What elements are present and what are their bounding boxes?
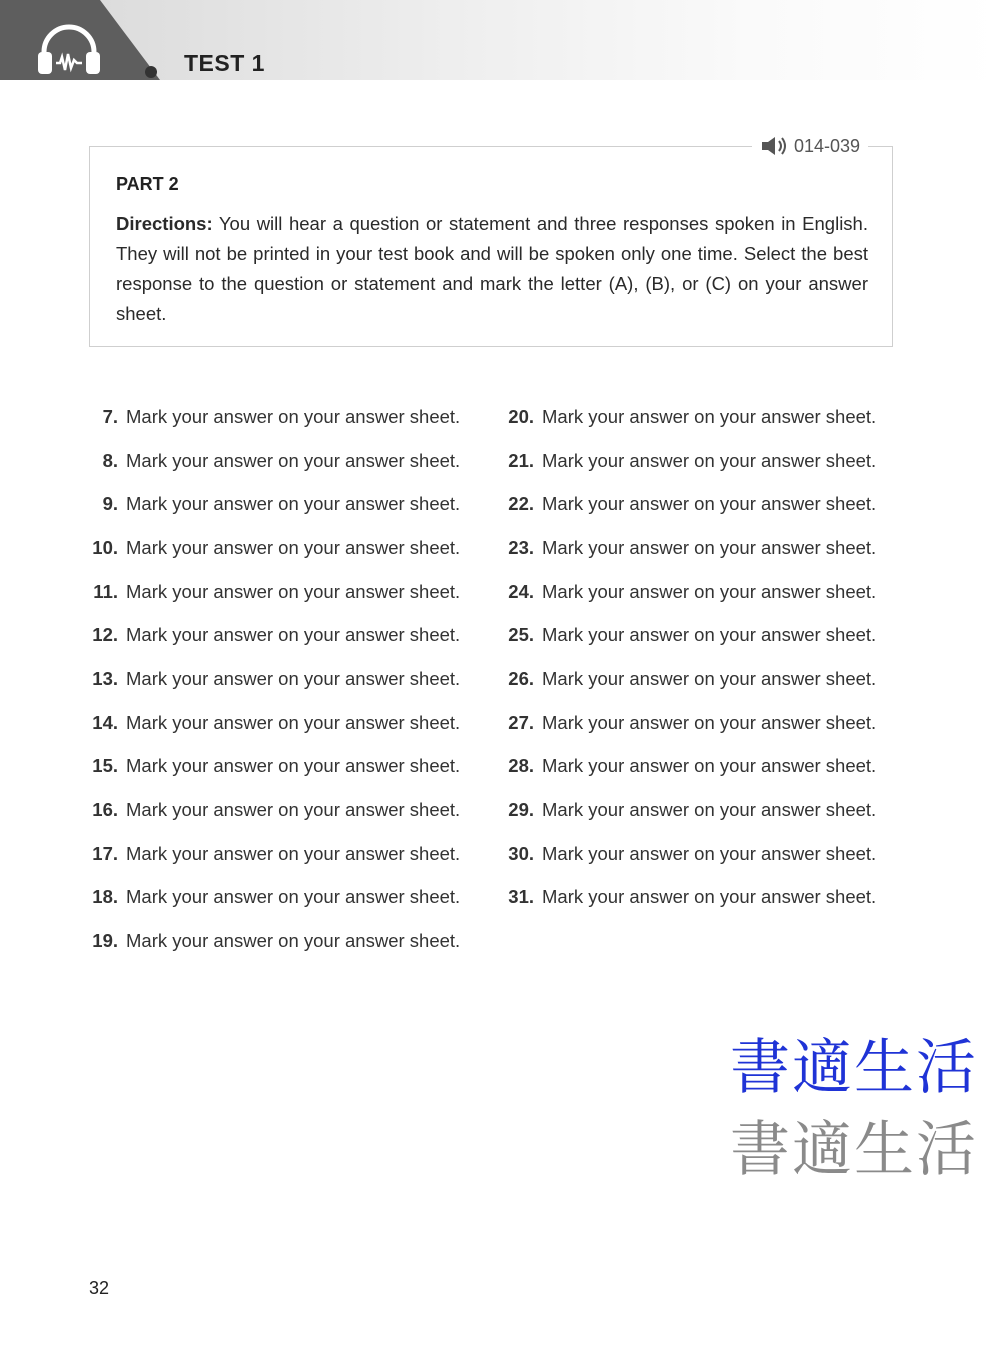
question-number: 22. xyxy=(508,493,534,515)
question-text: Mark your answer on your answer sheet. xyxy=(542,755,877,777)
question-row xyxy=(496,832,876,876)
question-number: 31. xyxy=(508,886,534,908)
question-row xyxy=(496,482,876,526)
question-row xyxy=(496,745,876,789)
question-text: Mark your answer on your answer sheet. xyxy=(126,886,461,908)
audio-track-tag xyxy=(752,134,868,158)
question-number: 7. xyxy=(102,405,118,427)
question-number: 14. xyxy=(92,711,118,733)
question-number: 20. xyxy=(508,405,534,427)
question-text: Mark your answer on your answer sheet. xyxy=(542,711,877,733)
question-number: 10. xyxy=(92,536,118,558)
question-text: Mark your answer on your answer sheet. xyxy=(126,580,461,602)
watermark-line-2: 書適生活 xyxy=(730,1115,978,1185)
question-list-left xyxy=(80,395,460,963)
question-number: 28. xyxy=(508,755,534,777)
question-text: Mark your answer on your answer sheet. xyxy=(542,799,877,821)
question-text: Mark your answer on your answer sheet. xyxy=(126,842,461,864)
question-list-right xyxy=(496,395,876,919)
question-text: Mark your answer on your answer sheet. xyxy=(542,624,877,646)
question-row xyxy=(80,657,460,701)
question-text: Mark your answer on your answer sheet. xyxy=(542,405,877,427)
part-label: PART 2 xyxy=(116,174,179,194)
question-text: Mark your answer on your answer sheet. xyxy=(126,624,461,646)
question-row xyxy=(496,395,876,439)
question-row xyxy=(80,876,460,920)
question-text: Mark your answer on your answer sheet. xyxy=(126,536,461,558)
question-row xyxy=(496,657,876,701)
header-bullet xyxy=(145,66,157,78)
question-number: 23. xyxy=(508,536,534,558)
question-text: Mark your answer on your answer sheet. xyxy=(126,755,461,777)
question-row xyxy=(496,788,876,832)
directions-body: You will hear a question or statement and three responses spoken in English. They will not be printed in your test book and will be spoken only one time. Select the best response to the question or statement and mark the letter (A), (B), or (C) on your answer sheet. xyxy=(116,213,868,324)
question-number: 30. xyxy=(508,842,534,864)
question-number: 16. xyxy=(92,799,118,821)
question-text: Mark your answer on your answer sheet. xyxy=(126,405,461,427)
question-number: 19. xyxy=(92,930,118,952)
question-row xyxy=(496,613,876,657)
question-row xyxy=(80,613,460,657)
question-row xyxy=(80,526,460,570)
question-number: 13. xyxy=(92,667,118,689)
question-text: Mark your answer on your answer sheet. xyxy=(126,711,461,733)
question-row xyxy=(80,788,460,832)
speaker-icon xyxy=(760,135,790,157)
question-text: Mark your answer on your answer sheet. xyxy=(126,930,461,952)
directions-text xyxy=(116,209,868,329)
audio-track-number: 014-039 xyxy=(794,135,861,156)
page-title: TEST 1 xyxy=(184,50,265,76)
question-text: Mark your answer on your answer sheet. xyxy=(542,536,877,558)
question-row xyxy=(80,745,460,789)
question-row xyxy=(80,482,460,526)
page-number: 32 xyxy=(89,1278,110,1298)
question-text: Mark your answer on your answer sheet. xyxy=(542,842,877,864)
question-number: 27. xyxy=(508,711,534,733)
question-number: 18. xyxy=(92,886,118,908)
question-number: 8. xyxy=(102,449,118,471)
question-text: Mark your answer on your answer sheet. xyxy=(126,667,461,689)
question-number: 12. xyxy=(92,624,118,646)
question-number: 25. xyxy=(508,624,534,646)
question-number: 15. xyxy=(92,755,118,777)
question-text: Mark your answer on your answer sheet. xyxy=(126,449,461,471)
question-number: 17. xyxy=(92,842,118,864)
question-row xyxy=(496,570,876,614)
question-text: Mark your answer on your answer sheet. xyxy=(126,799,461,821)
question-number: 9. xyxy=(102,493,118,515)
question-row xyxy=(496,876,876,920)
question-row xyxy=(80,570,460,614)
question-row xyxy=(80,832,460,876)
question-row xyxy=(80,701,460,745)
header-tab xyxy=(0,0,160,80)
question-row xyxy=(80,439,460,483)
watermark-line-1: 書適生活 xyxy=(730,1033,978,1103)
question-text: Mark your answer on your answer sheet. xyxy=(542,580,877,602)
question-row xyxy=(496,701,876,745)
question-text: Mark your answer on your answer sheet. xyxy=(542,667,877,689)
question-number: 24. xyxy=(508,580,534,602)
question-text: Mark your answer on your answer sheet. xyxy=(126,493,461,515)
directions-label: Directions: xyxy=(116,213,213,234)
question-text: Mark your answer on your answer sheet. xyxy=(542,449,877,471)
question-text: Mark your answer on your answer sheet. xyxy=(542,886,877,908)
question-number: 11. xyxy=(93,580,118,602)
question-text: Mark your answer on your answer sheet. xyxy=(542,493,877,515)
question-row xyxy=(80,919,460,963)
question-row xyxy=(496,526,876,570)
question-number: 29. xyxy=(508,799,534,821)
question-number: 21. xyxy=(508,449,534,471)
question-row xyxy=(496,439,876,483)
question-number: 26. xyxy=(508,667,534,689)
question-row xyxy=(80,395,460,439)
